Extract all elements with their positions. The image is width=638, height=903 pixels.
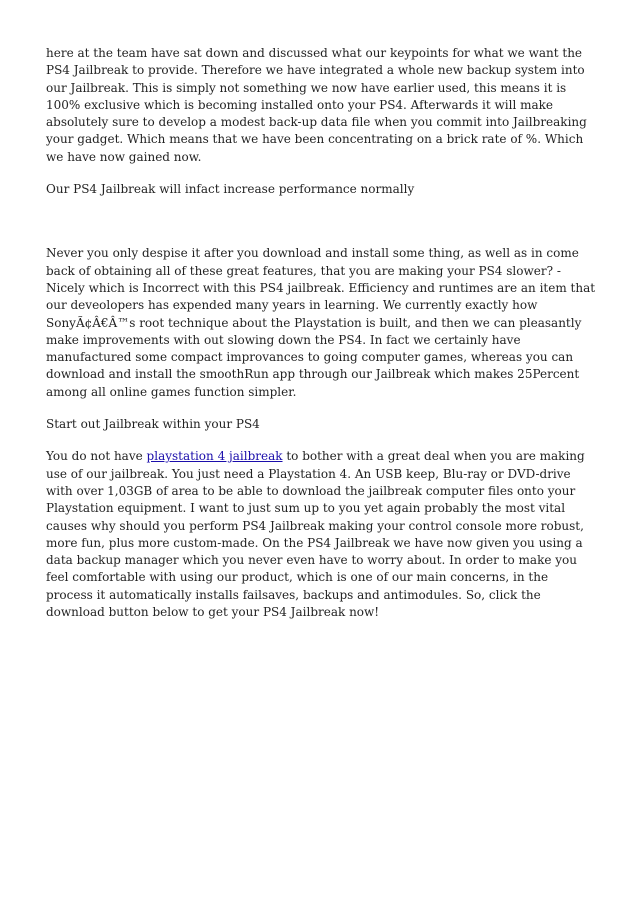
paragraph-text-before-link: You do not have	[46, 449, 147, 464]
start-jailbreak-heading: Start out Jailbreak within your PS4	[46, 417, 260, 432]
start-jailbreak-paragraph	[46, 448, 596, 621]
performance-paragraph: Never you only despise it after you download and install some thing, as well as in come back of obtaining all of these great features, that you are making your PS4 slower? - Nicely which is Incorrect with this PS4 jailbreak. Efficiency and runtimes are an item that our deveolopers has expended many years in learning. We currently exactly how SonyÃ¢Â€Â™s root technique about the Playstation is built, and then we can pleasantly make improvements with out slowing down the PS4. In fact we certainly have manufactured some compact improvances to going computer games, whereas you can download and install the smoothRun app through our Jailbreak which makes 25Percent among all online games function simpler.	[46, 246, 596, 399]
intro-paragraph: here at the team have sat down and discussed what our keypoints for what we want the PS4 Jailbreak to provide. Therefore we have integrated a whole new backup system into our Jailbreak. This is simply not something we now have earlier used, this means it is 100% exclusive which is becoming installed onto your PS4. Afterwards it will make absolutely sure to develop a modest back-up data file when you commit into Jailbreaking your gadget. Which means that we have been concentrating on a brick rate of %. Which we have now gained now.	[46, 46, 587, 164]
document-page	[46, 45, 596, 636]
performance-heading: Our PS4 Jailbreak will infact increase performance normally	[46, 182, 415, 197]
paragraph-text-after-link: to bother with a great deal when you are making use of our jailbreak. You just need a Playstation 4. An USB keep, Blu-ray or DVD-drive with over 1,03GB of area to be able to download the jailbreak computer files onto your Playstation equipment. I want to just sum up to you yet again probably the most vital causes why should you perform PS4 Jailbreak making your control console more robust, more fun, plus more custom-made. On the PS4 Jailbreak we have now given you using a data backup manager which you never even have to worry about. In order to make you feel comfortable with using our product, which is one of our main concerns, in the process it automatically installs failsaves, backups and antimodules. So, click the download button below to get your PS4 Jailbreak now!	[46, 449, 585, 620]
playstation-jailbreak-link[interactable]: playstation 4 jailbreak	[146, 449, 283, 464]
